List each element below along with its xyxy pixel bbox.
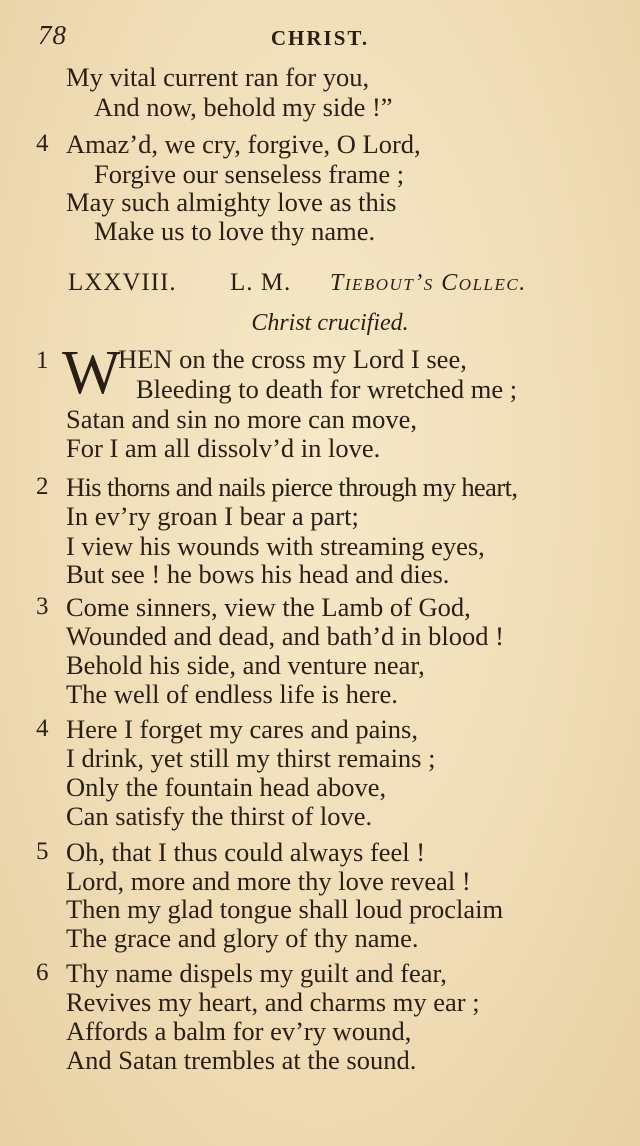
hymn-heading [68,269,588,303]
verse-line: My vital current ran for you, [66,62,370,92]
verse-line: And Satan trembles at the sound. [66,1045,417,1075]
verse-line: Thy name dispels my guilt and fear, [66,958,447,988]
verse-line: In ev’ry groan I bear a part; [66,501,359,531]
verse-line: Here I forget my cares and pains, [66,714,418,744]
stanza-number: 6 [36,959,49,986]
hymn-meter: L. M. [230,269,292,296]
verse-line: I drink, yet still my thirst remains ; [66,743,436,773]
running-head: CHRIST. [270,26,370,50]
hymn-number: LXXVIII. [68,269,177,296]
verse-line: For I am all dissolv’d in love. [66,433,381,463]
verse-line: Revives my heart, and charms my ear ; [66,987,480,1017]
verse-line: His thorns and nails pierce through my heart, [66,472,518,502]
verse-line: Affords a balm for ev’ry wound, [66,1016,412,1046]
verse-line: Lord, more and more thy love reveal ! [66,866,471,896]
stanza-number: 4 [36,715,49,742]
stanza-number: 4 [36,130,49,157]
verse-line: May such almighty love as this [66,187,397,217]
verse-line: Bleeding to death for wretched me ; [136,374,518,404]
verse-line: The grace and glory of thy name. [66,923,419,953]
page-number: 78 [38,20,67,50]
verse-line: And now, behold my side !” [94,92,393,122]
verse-line: But see ! he bows his head and dies. [66,559,450,589]
verse-line: I view his wounds with streaming eyes, [66,531,485,561]
verse-line: Behold his side, and venture near, [66,650,425,680]
hymn-source: Tiebout’s Collec. [330,270,527,296]
verse-line: Wounded and dead, and bath’d in blood ! [66,621,504,651]
verse-line: Can satisfy the thirst of love. [66,801,373,831]
verse-line: The well of endless life is here. [66,679,398,709]
drop-cap: W [62,339,121,407]
verse-line: Forgive our senseless frame ; [94,159,405,189]
verse-line: Amaz’d, we cry, forgive, O Lord, [66,129,421,159]
stanza-number: 1 [36,347,49,374]
verse-line: HEN on the cross my Lord I see, [118,344,467,374]
verse-line: Then my glad tongue shall loud proclaim [66,894,504,924]
verse-line: Come sinners, view the Lamb of God, [66,592,471,622]
stanza-number: 2 [36,473,49,500]
verse-line: Only the fountain head above, [66,772,387,802]
stanza-number: 5 [36,838,49,865]
page-header [30,20,610,54]
verse-line: Satan and sin no more can move, [66,404,418,434]
verse-line: Make us to love thy name. [94,216,376,246]
hymn-title: Christ crucified. [251,310,409,336]
stanza-number: 3 [36,593,49,620]
verse-line: Oh, that I thus could always feel ! [66,837,426,867]
